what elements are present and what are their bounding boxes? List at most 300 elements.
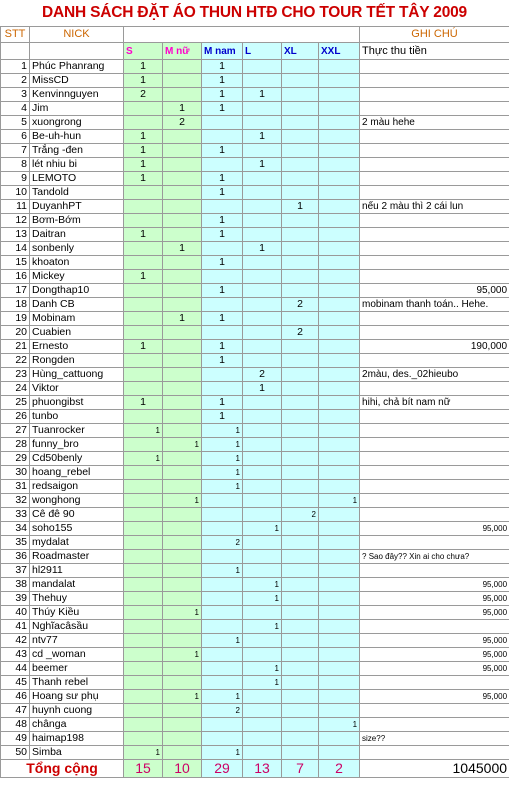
row-qty-s: 1 bbox=[124, 746, 163, 760]
row-qty-xl bbox=[282, 354, 319, 368]
row-qty-l bbox=[243, 564, 282, 578]
row-note bbox=[360, 242, 509, 256]
row-nick: Kenvinnguyen bbox=[30, 88, 124, 102]
row-qty-l bbox=[243, 424, 282, 438]
row-qty-mnu bbox=[163, 396, 202, 410]
row-qty-s: 1 bbox=[124, 74, 163, 88]
row-note: hihi, chả bít nam nữ bbox=[360, 396, 509, 410]
row-qty-mnam bbox=[202, 662, 243, 676]
row-qty-xl bbox=[282, 676, 319, 690]
row-qty-xxl bbox=[319, 312, 360, 326]
row-qty-mnam bbox=[202, 676, 243, 690]
table-row bbox=[1, 480, 509, 494]
row-qty-mnam bbox=[202, 522, 243, 536]
row-qty-mnam bbox=[202, 382, 243, 396]
row-note bbox=[360, 564, 509, 578]
row-qty-mnam: 1 bbox=[202, 634, 243, 648]
row-nick: DuyanhPT bbox=[30, 200, 124, 214]
row-stt: 21 bbox=[1, 340, 30, 354]
row-qty-mnam bbox=[202, 200, 243, 214]
row-note bbox=[360, 354, 509, 368]
row-qty-xxl bbox=[319, 158, 360, 172]
row-nick: Jim bbox=[30, 102, 124, 116]
totals-row bbox=[1, 760, 509, 778]
row-qty-mnu bbox=[163, 578, 202, 592]
row-qty-mnu: 1 bbox=[163, 606, 202, 620]
row-qty-mnam: 1 bbox=[202, 746, 243, 760]
header-size-m-nam: M nam bbox=[202, 43, 243, 60]
row-qty-xl bbox=[282, 592, 319, 606]
row-qty-xxl bbox=[319, 396, 360, 410]
row-qty-xl bbox=[282, 606, 319, 620]
table-row bbox=[1, 508, 509, 522]
row-qty-mnam: 1 bbox=[202, 284, 243, 298]
row-qty-s bbox=[124, 466, 163, 480]
header-size-xxl: XXL bbox=[319, 43, 360, 60]
row-qty-s: 1 bbox=[124, 228, 163, 242]
row-qty-s bbox=[124, 536, 163, 550]
row-qty-s bbox=[124, 368, 163, 382]
row-stt: 14 bbox=[1, 242, 30, 256]
row-qty-xl bbox=[282, 74, 319, 88]
row-nick: Thanh rebel bbox=[30, 676, 124, 690]
row-note bbox=[360, 466, 509, 480]
row-nick: funny_bro bbox=[30, 438, 124, 452]
row-qty-mnu bbox=[163, 228, 202, 242]
row-qty-mnu: 1 bbox=[163, 312, 202, 326]
row-qty-xl bbox=[282, 214, 319, 228]
row-qty-xl bbox=[282, 102, 319, 116]
row-qty-xxl bbox=[319, 690, 360, 704]
row-nick: tunbo bbox=[30, 410, 124, 424]
row-qty-mnu bbox=[163, 368, 202, 382]
row-qty-mnam: 1 bbox=[202, 424, 243, 438]
row-nick: xuongrong bbox=[30, 116, 124, 130]
row-qty-mnam bbox=[202, 130, 243, 144]
row-qty-mnu bbox=[163, 200, 202, 214]
row-qty-s bbox=[124, 354, 163, 368]
row-qty-l bbox=[243, 74, 282, 88]
row-nick: Dongthap10 bbox=[30, 284, 124, 298]
row-qty-xxl bbox=[319, 480, 360, 494]
row-qty-xl bbox=[282, 718, 319, 732]
row-qty-mnu bbox=[163, 144, 202, 158]
row-qty-l: 1 bbox=[243, 620, 282, 634]
row-qty-l bbox=[243, 690, 282, 704]
row-qty-mnu bbox=[163, 256, 202, 270]
row-qty-xxl bbox=[319, 704, 360, 718]
row-qty-l bbox=[243, 704, 282, 718]
row-qty-xl: 1 bbox=[282, 200, 319, 214]
row-qty-l: 1 bbox=[243, 578, 282, 592]
row-note bbox=[360, 676, 509, 690]
row-qty-mnu: 1 bbox=[163, 102, 202, 116]
table-row bbox=[1, 284, 509, 298]
table-row bbox=[1, 102, 509, 116]
row-stt: 49 bbox=[1, 732, 30, 746]
row-qty-l: 1 bbox=[243, 130, 282, 144]
row-qty-xxl bbox=[319, 466, 360, 480]
row-qty-xxl bbox=[319, 298, 360, 312]
table-row bbox=[1, 130, 509, 144]
row-stt: 5 bbox=[1, 116, 30, 130]
row-qty-xxl bbox=[319, 228, 360, 242]
row-qty-mnu bbox=[163, 704, 202, 718]
row-stt: 15 bbox=[1, 256, 30, 270]
header-ghi-chu: GHI CHÚ bbox=[360, 27, 509, 43]
row-nick: Danh CB bbox=[30, 298, 124, 312]
row-qty-xxl bbox=[319, 326, 360, 340]
row-note bbox=[360, 158, 509, 172]
row-qty-xxl bbox=[319, 648, 360, 662]
table-row bbox=[1, 704, 509, 718]
row-qty-l bbox=[243, 452, 282, 466]
table-row bbox=[1, 522, 509, 536]
row-stt: 16 bbox=[1, 270, 30, 284]
row-qty-s bbox=[124, 508, 163, 522]
row-nick: Mobinam bbox=[30, 312, 124, 326]
row-qty-mnam bbox=[202, 718, 243, 732]
row-qty-l: 1 bbox=[243, 676, 282, 690]
row-qty-mnu bbox=[163, 718, 202, 732]
row-note: 190,000 bbox=[360, 340, 509, 354]
row-note bbox=[360, 74, 509, 88]
table-row bbox=[1, 438, 509, 452]
header-row-2 bbox=[1, 43, 509, 60]
row-nick: Roadmaster bbox=[30, 550, 124, 564]
totals-xxl: 2 bbox=[319, 760, 360, 778]
row-stt: 32 bbox=[1, 494, 30, 508]
row-nick: Trắng -đen bbox=[30, 144, 124, 158]
row-qty-mnam: 1 bbox=[202, 172, 243, 186]
row-stt: 23 bbox=[1, 368, 30, 382]
row-stt: 24 bbox=[1, 382, 30, 396]
row-note bbox=[360, 88, 509, 102]
table-row bbox=[1, 452, 509, 466]
row-qty-l: 1 bbox=[243, 662, 282, 676]
table-row bbox=[1, 200, 509, 214]
row-qty-mnam: 1 bbox=[202, 438, 243, 452]
row-note: 2màu, des._02hieubo bbox=[360, 368, 509, 382]
row-qty-l: 1 bbox=[243, 382, 282, 396]
row-qty-mnam: 1 bbox=[202, 396, 243, 410]
row-qty-l: 1 bbox=[243, 242, 282, 256]
row-stt: 48 bbox=[1, 718, 30, 732]
row-stt: 3 bbox=[1, 88, 30, 102]
row-qty-mnam: 1 bbox=[202, 340, 243, 354]
row-qty-xxl bbox=[319, 550, 360, 564]
row-qty-mnu bbox=[163, 662, 202, 676]
row-qty-l bbox=[243, 438, 282, 452]
row-qty-mnu bbox=[163, 186, 202, 200]
row-qty-xl bbox=[282, 186, 319, 200]
row-qty-xl bbox=[282, 130, 319, 144]
row-qty-mnu bbox=[163, 452, 202, 466]
row-nick: Mickey bbox=[30, 270, 124, 284]
row-qty-xxl bbox=[319, 606, 360, 620]
row-qty-l bbox=[243, 60, 282, 74]
row-stt: 43 bbox=[1, 648, 30, 662]
row-qty-mnam bbox=[202, 326, 243, 340]
row-qty-xl bbox=[282, 438, 319, 452]
row-qty-l bbox=[243, 718, 282, 732]
row-qty-l bbox=[243, 494, 282, 508]
totals-label: Tổng cộng bbox=[1, 760, 124, 778]
row-qty-mnam: 1 bbox=[202, 144, 243, 158]
row-qty-xxl bbox=[319, 438, 360, 452]
row-stt: 31 bbox=[1, 480, 30, 494]
row-qty-xl bbox=[282, 494, 319, 508]
row-stt: 34 bbox=[1, 522, 30, 536]
row-qty-xxl bbox=[319, 60, 360, 74]
row-note: 95,000 bbox=[360, 662, 509, 676]
row-qty-xl bbox=[282, 424, 319, 438]
row-qty-l bbox=[243, 200, 282, 214]
row-qty-xl bbox=[282, 536, 319, 550]
row-qty-xxl bbox=[319, 214, 360, 228]
row-qty-l: 2 bbox=[243, 368, 282, 382]
row-stt: 10 bbox=[1, 186, 30, 200]
row-qty-s bbox=[124, 732, 163, 746]
row-note bbox=[360, 326, 509, 340]
row-qty-mnu bbox=[163, 536, 202, 550]
row-qty-mnu bbox=[163, 592, 202, 606]
row-qty-xxl bbox=[319, 382, 360, 396]
table-row bbox=[1, 256, 509, 270]
row-qty-mnu bbox=[163, 466, 202, 480]
row-qty-mnu bbox=[163, 270, 202, 284]
row-qty-s bbox=[124, 662, 163, 676]
row-qty-s bbox=[124, 382, 163, 396]
row-nick: khoaton bbox=[30, 256, 124, 270]
row-qty-l bbox=[243, 536, 282, 550]
table-row bbox=[1, 312, 509, 326]
row-qty-s: 2 bbox=[124, 88, 163, 102]
row-qty-s: 1 bbox=[124, 270, 163, 284]
row-nick: Cê đê 90 bbox=[30, 508, 124, 522]
table-row bbox=[1, 536, 509, 550]
row-qty-mnu bbox=[163, 354, 202, 368]
row-qty-s bbox=[124, 718, 163, 732]
row-qty-mnam: 1 bbox=[202, 74, 243, 88]
row-qty-xxl bbox=[319, 634, 360, 648]
row-note bbox=[360, 214, 509, 228]
row-note: 95,000 bbox=[360, 522, 509, 536]
row-note bbox=[360, 620, 509, 634]
row-qty-xxl bbox=[319, 74, 360, 88]
row-stt: 13 bbox=[1, 228, 30, 242]
table-row bbox=[1, 606, 509, 620]
table-row bbox=[1, 172, 509, 186]
row-qty-l bbox=[243, 354, 282, 368]
row-qty-l bbox=[243, 746, 282, 760]
row-nick: hoang_rebel bbox=[30, 466, 124, 480]
table-row bbox=[1, 228, 509, 242]
table-row bbox=[1, 592, 509, 606]
row-qty-l bbox=[243, 102, 282, 116]
row-note: 95,000 bbox=[360, 592, 509, 606]
row-stt: 38 bbox=[1, 578, 30, 592]
row-qty-s bbox=[124, 214, 163, 228]
row-qty-mnu bbox=[163, 284, 202, 298]
row-qty-xxl bbox=[319, 256, 360, 270]
row-note bbox=[360, 494, 509, 508]
row-qty-mnu bbox=[163, 550, 202, 564]
table-row bbox=[1, 214, 509, 228]
row-note: mobinam thanh toán.. Hehe. bbox=[360, 298, 509, 312]
row-stt: 19 bbox=[1, 312, 30, 326]
totals-s: 15 bbox=[124, 760, 163, 778]
row-qty-s bbox=[124, 676, 163, 690]
table-row bbox=[1, 116, 509, 130]
row-qty-xl bbox=[282, 228, 319, 242]
row-qty-s: 1 bbox=[124, 130, 163, 144]
table-row bbox=[1, 746, 509, 760]
row-note: 95,000 bbox=[360, 648, 509, 662]
row-qty-xl bbox=[282, 88, 319, 102]
table-row bbox=[1, 494, 509, 508]
row-note bbox=[360, 746, 509, 760]
row-qty-mnam bbox=[202, 242, 243, 256]
row-qty-xl bbox=[282, 172, 319, 186]
row-qty-l: 1 bbox=[243, 592, 282, 606]
table-row bbox=[1, 186, 509, 200]
row-qty-s: 1 bbox=[124, 172, 163, 186]
row-qty-xl bbox=[282, 144, 319, 158]
row-nick: mydalat bbox=[30, 536, 124, 550]
table-row bbox=[1, 326, 509, 340]
row-qty-mnu bbox=[163, 172, 202, 186]
row-qty-mnu bbox=[163, 60, 202, 74]
row-nick: Thehuy bbox=[30, 592, 124, 606]
row-qty-xl bbox=[282, 732, 319, 746]
row-stt: 35 bbox=[1, 536, 30, 550]
row-qty-xl bbox=[282, 578, 319, 592]
row-qty-mnu bbox=[163, 74, 202, 88]
row-qty-xl: 2 bbox=[282, 326, 319, 340]
row-note bbox=[360, 704, 509, 718]
row-qty-s bbox=[124, 256, 163, 270]
row-qty-xxl bbox=[319, 452, 360, 466]
row-qty-xxl bbox=[319, 200, 360, 214]
row-qty-l bbox=[243, 284, 282, 298]
row-qty-xxl bbox=[319, 564, 360, 578]
row-qty-xxl bbox=[319, 354, 360, 368]
row-stt: 44 bbox=[1, 662, 30, 676]
table-row bbox=[1, 466, 509, 480]
row-note bbox=[360, 186, 509, 200]
row-qty-mnu bbox=[163, 480, 202, 494]
row-qty-s bbox=[124, 648, 163, 662]
row-nick: Tuanrocker bbox=[30, 424, 124, 438]
row-qty-mnam: 1 bbox=[202, 102, 243, 116]
row-qty-s: 1 bbox=[124, 424, 163, 438]
row-qty-mnam: 1 bbox=[202, 480, 243, 494]
row-qty-mnu: 1 bbox=[163, 438, 202, 452]
row-qty-s: 1 bbox=[124, 452, 163, 466]
table-row bbox=[1, 144, 509, 158]
row-qty-xl bbox=[282, 452, 319, 466]
row-qty-xl: 2 bbox=[282, 298, 319, 312]
row-stt: 8 bbox=[1, 158, 30, 172]
totals-money: 1045000 bbox=[360, 760, 509, 778]
row-qty-mnam: 1 bbox=[202, 466, 243, 480]
row-qty-l bbox=[243, 396, 282, 410]
row-nick: phuongibst bbox=[30, 396, 124, 410]
row-qty-xxl bbox=[319, 368, 360, 382]
row-nick: Nghĩacâsầu bbox=[30, 620, 124, 634]
table-row bbox=[1, 354, 509, 368]
row-qty-l bbox=[243, 550, 282, 564]
row-qty-s bbox=[124, 326, 163, 340]
header-thu-tien: Thực thu tiền bbox=[360, 43, 509, 60]
row-qty-mnu: 1 bbox=[163, 690, 202, 704]
row-qty-xxl bbox=[319, 144, 360, 158]
row-note bbox=[360, 424, 509, 438]
row-qty-s bbox=[124, 410, 163, 424]
row-qty-xl bbox=[282, 256, 319, 270]
row-qty-mnu: 2 bbox=[163, 116, 202, 130]
table-row bbox=[1, 634, 509, 648]
row-nick: cd _woman bbox=[30, 648, 124, 662]
row-qty-s bbox=[124, 564, 163, 578]
row-qty-xxl bbox=[319, 270, 360, 284]
row-note: 95,000 bbox=[360, 284, 509, 298]
row-qty-s bbox=[124, 242, 163, 256]
row-qty-l: 1 bbox=[243, 88, 282, 102]
row-nick: LEMOTO bbox=[30, 172, 124, 186]
row-qty-xxl bbox=[319, 102, 360, 116]
row-note: 95,000 bbox=[360, 634, 509, 648]
row-note: ? Sao đây?? Xin ai cho chưa? bbox=[360, 550, 509, 564]
row-qty-xl bbox=[282, 382, 319, 396]
row-qty-l bbox=[243, 144, 282, 158]
row-qty-l bbox=[243, 214, 282, 228]
row-qty-s bbox=[124, 312, 163, 326]
row-qty-s bbox=[124, 522, 163, 536]
row-qty-xxl bbox=[319, 88, 360, 102]
row-qty-xl bbox=[282, 634, 319, 648]
row-qty-mnam: 1 bbox=[202, 88, 243, 102]
table-row bbox=[1, 158, 509, 172]
table-row bbox=[1, 396, 509, 410]
row-qty-mnam: 2 bbox=[202, 536, 243, 550]
row-qty-xl bbox=[282, 396, 319, 410]
row-qty-l bbox=[243, 186, 282, 200]
row-stt: 7 bbox=[1, 144, 30, 158]
row-qty-xxl bbox=[319, 746, 360, 760]
row-qty-xl bbox=[282, 158, 319, 172]
row-qty-xxl bbox=[319, 592, 360, 606]
row-stt: 29 bbox=[1, 452, 30, 466]
totals-mnu: 10 bbox=[163, 760, 202, 778]
row-qty-xxl bbox=[319, 676, 360, 690]
row-qty-mnu bbox=[163, 564, 202, 578]
table-row bbox=[1, 88, 509, 102]
row-stt: 25 bbox=[1, 396, 30, 410]
table-row bbox=[1, 648, 509, 662]
row-qty-xl bbox=[282, 564, 319, 578]
row-qty-mnam bbox=[202, 592, 243, 606]
row-qty-mnam: 1 bbox=[202, 564, 243, 578]
row-qty-xl bbox=[282, 270, 319, 284]
table-row bbox=[1, 676, 509, 690]
row-qty-mnam: 1 bbox=[202, 214, 243, 228]
row-qty-mnu bbox=[163, 340, 202, 354]
row-qty-mnu: 1 bbox=[163, 242, 202, 256]
row-qty-s bbox=[124, 634, 163, 648]
row-qty-s bbox=[124, 438, 163, 452]
